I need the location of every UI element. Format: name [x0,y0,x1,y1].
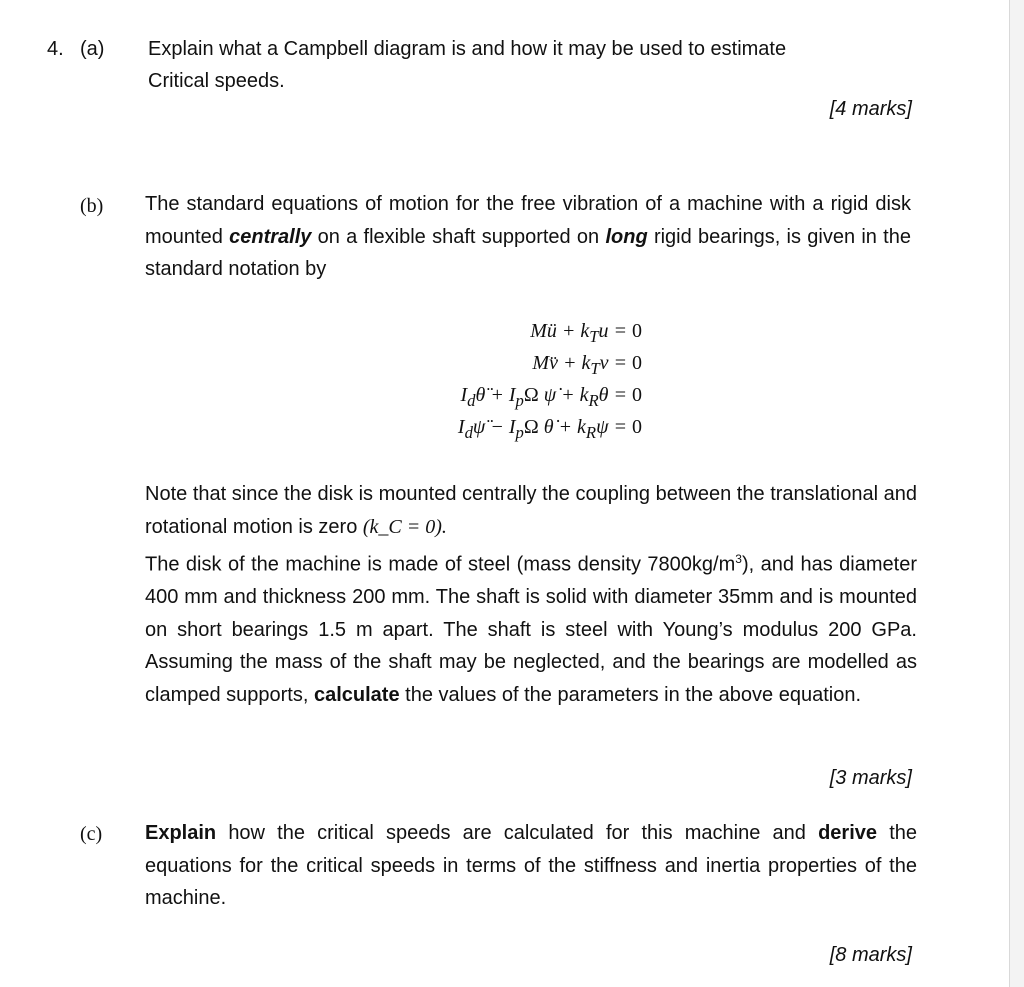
question-number: 4. [47,38,64,60]
equation-1: Mü + $k_Tu = 0$ [530,320,642,346]
part-b-marks: [3 marks] [829,767,912,789]
part-b-label: (b) [80,195,104,217]
equation-4: $I_d\psï - I_p\Omega$ θ̇ + $k_R\psi = 0$ [457,416,642,442]
part-c-text: Explain how the critical speeds are calculated for this machine and derive the equations for the critical speeds in terms of the stiffness and inertia properties of the machine. [145,822,918,909]
emphasis-centrally: centrally [229,225,312,248]
part-b-intro: The standard equations of motion for the free vibration of a machine with a rigid disk mounted centrally on a flexible shaft supported on long rigid bearings, is given in the standard notation by [145,193,911,280]
emphasis-explain: Explain [145,822,217,844]
part-a-label: (a) [80,38,105,60]
equation-2: Mv̈ + $k_Tv = 0$ [532,352,642,378]
part-a-line-2: Critical speeds. [148,70,285,92]
equations-block [380,315,642,443]
part-c-marks: [8 marks] [829,944,912,966]
equation-3: $I_d\thetä + I_p\Omega$ ψ̇ + $k_R\theta = 0$ [460,384,642,410]
page-scroll-edge[interactable] [1009,0,1024,987]
emphasis-calculate: calculate [313,683,400,706]
part-a-line-1: Explain what a Campbell diagram is and how it may be used to estimate [148,38,787,60]
kc-zero-math: (k_C = 0). [362,515,447,538]
emphasis-derive: derive [818,822,878,844]
emphasis-long: long [605,225,648,248]
part-a-marks: [4 marks] [829,98,912,120]
part-b-note: Note that since the disk is mounted centrally the coupling between the translational and rotational motion is zero (k_C = 0). The disk of the machine is made of steel (mass density $7800kg/m^3$), and has diameter 400 mm and thickness 200 mm. The shaft is solid with diameter 35mm and is mounted on short bearings 1.5 m apart. The shaft is steel with Young’s modulus 200 GPa. Assuming the mass of the shaft may be neglected, and the bearings are modelled as clamped supports, calculate the values of the parameters in the above equation. [145,483,917,706]
part-c-label: (c) [80,823,103,845]
